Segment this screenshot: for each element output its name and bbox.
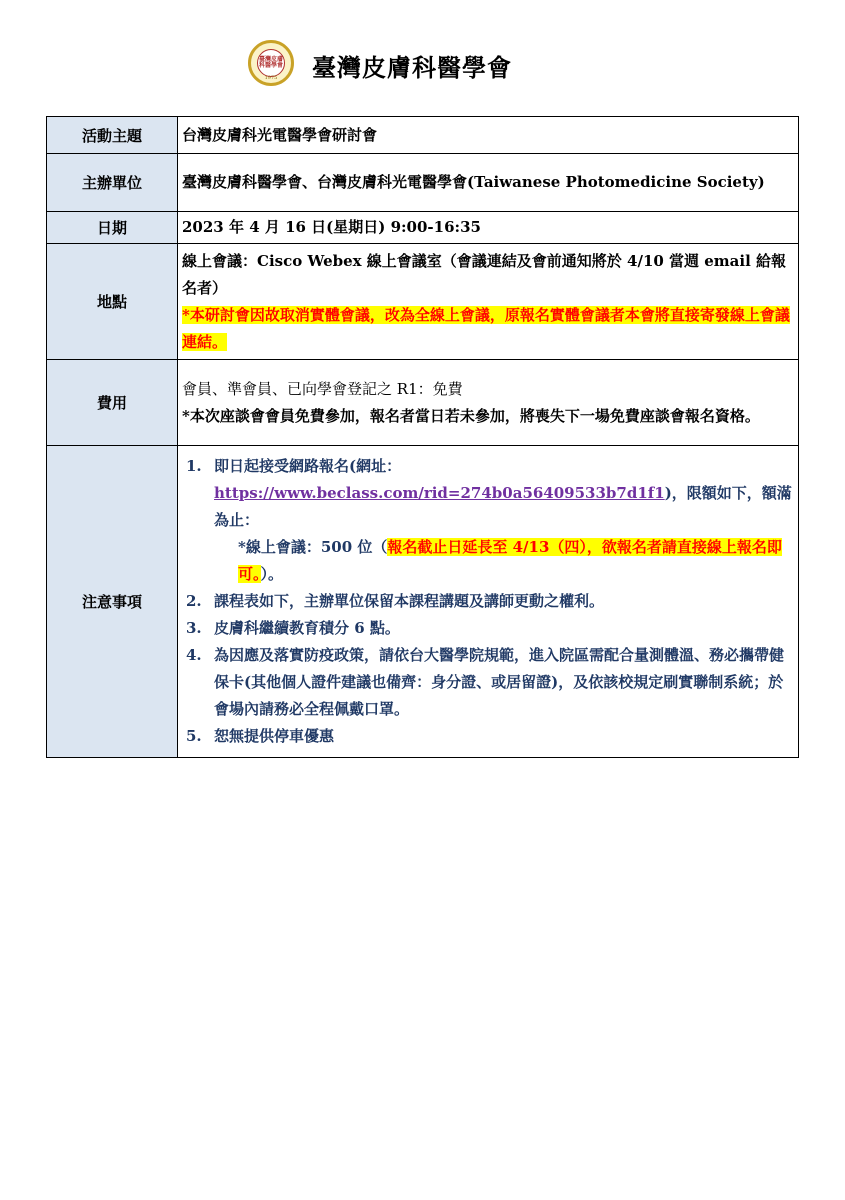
list-item <box>182 453 794 588</box>
seal-year: 1975 <box>264 75 278 81</box>
fee-members-text: 會員、準會員、已向學會登記之 R1：免費 <box>182 379 463 398</box>
venue-cancel-notice: *本研討會因故取消實體會議，改為全線上會議，原報名實體會議者本會將直接寄發線上會議連結。 <box>182 305 790 351</box>
value-venue <box>178 244 799 360</box>
note-number: 3. <box>186 619 202 637</box>
label-fee: 費用 <box>47 360 178 446</box>
row-fee <box>47 360 799 446</box>
label-notes: 注意事項 <box>47 446 178 758</box>
row-notes <box>47 446 799 758</box>
row-date <box>47 212 799 244</box>
note-number: 5. <box>186 727 202 745</box>
seal-center <box>257 49 285 77</box>
venue-notice <box>182 302 794 356</box>
fee-policy-text: *本次座談會會員免費參加，報名者當日若未參加，將喪失下一場免費座談會報名資格。 <box>182 406 760 425</box>
list-item <box>182 588 794 615</box>
row-topic <box>47 117 799 154</box>
list-item <box>182 615 794 642</box>
page-header <box>0 40 845 96</box>
row-venue <box>47 244 799 360</box>
note-text: 恕無提供停車優惠 <box>214 727 335 745</box>
event-info-table <box>46 116 799 758</box>
value-date: 2023 年 4 月 16 日(星期日) 9:00-16:35 <box>178 212 799 244</box>
label-organizer: 主辦單位 <box>47 154 178 212</box>
note-text: 為因應及落實防疫政策，請依台大醫學院規範，進入院區需配合量測體溫、務必攜帶健保卡(其他個人證件建議也備齊：身分證、或居留證)，及依該校規定刷實聯制系統；於會場內請務必全程佩戴口罩。 <box>214 646 785 718</box>
note-text: 皮膚科繼續教育積分 6 點。 <box>214 619 400 637</box>
note-text: ）。 <box>260 565 284 583</box>
note-number: 1. <box>186 457 202 475</box>
value-notes <box>178 446 799 758</box>
note-text: 即日起接受網路報名(網址： <box>214 457 402 475</box>
list-item <box>182 723 794 750</box>
row-organizer <box>47 154 799 212</box>
value-topic: 台灣皮膚科光電醫學會研討會 <box>178 117 799 154</box>
note-number: 4. <box>186 646 202 664</box>
venue-online-text: 線上會議：Cisco Webex 線上會議室（會議連結及會前通知將於 4/10 當週 email 給報名者） <box>182 251 787 297</box>
note-text: )，限額如下，額滿為止： <box>214 484 792 529</box>
page-title: 臺灣皮膚科醫學會 <box>312 53 512 82</box>
list-item <box>182 642 794 723</box>
label-topic: 活動主題 <box>47 117 178 154</box>
seal-text: 臺灣皮膚科醫學會 <box>258 56 283 69</box>
registration-link[interactable]: https://www.beclass.com/rid=274b0a56409533b7d1f1 <box>214 484 665 502</box>
deadline-notice: 報名截止日延長至 4/13（四），欲報名者請直接線上報名即可。 <box>238 538 782 583</box>
online-quota-note <box>214 534 794 588</box>
label-venue: 地點 <box>47 244 178 360</box>
value-organizer: 臺灣皮膚科醫學會、台灣皮膚科光電醫學會(Taiwanese Photomedicine Society) <box>178 154 799 212</box>
society-seal-icon <box>248 40 294 86</box>
note-text: *線上會議：500 位（ <box>238 538 388 556</box>
note-text: 課程表如下，主辦單位保留本課程講題及講師更動之權利。 <box>214 592 605 610</box>
label-date: 日期 <box>47 212 178 244</box>
value-fee <box>178 360 799 446</box>
note-number: 2. <box>186 592 202 610</box>
